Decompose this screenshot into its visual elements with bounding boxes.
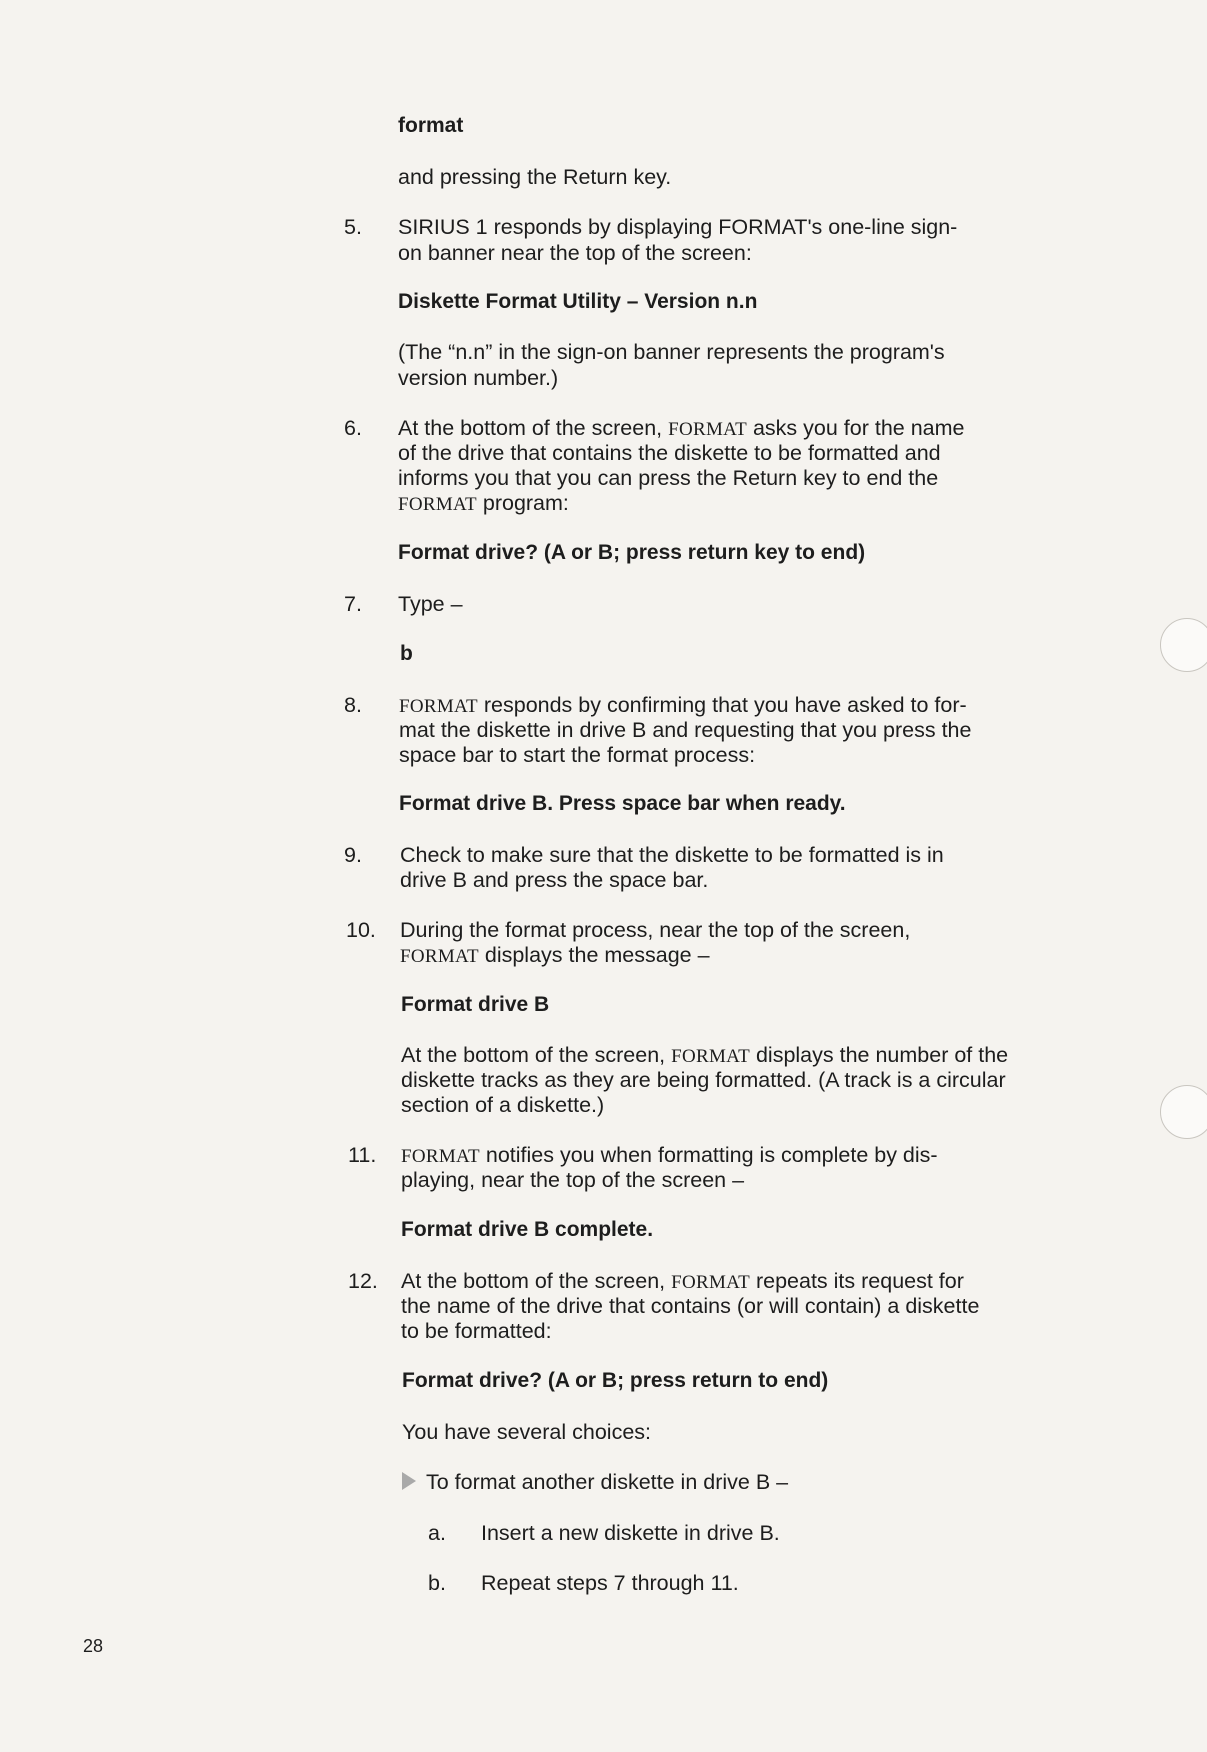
step-text: space bar to start the format process: <box>399 743 756 767</box>
step-number: 10. <box>346 918 376 942</box>
step-text: of the drive that contains the diskette to be formatted and <box>398 441 941 465</box>
step-number: 6. <box>344 416 362 440</box>
message-format-b-ready: Format drive B. Press space bar when ready. <box>399 792 846 815</box>
page-number: 28 <box>83 1636 104 1656</box>
choice-letter: b. <box>428 1571 446 1595</box>
step-text: At the bottom of the screen, FORMAT repeats its request for <box>401 1269 964 1293</box>
intro-line: and pressing the Return key. <box>398 165 672 189</box>
tracks-text: section of a diskette.) <box>401 1093 605 1117</box>
step-number: 7. <box>344 592 362 616</box>
step-text: informs you that you can press the Return key to end the <box>398 466 939 490</box>
banner-note: version number.) <box>398 366 559 390</box>
step-text: During the format process, near the top of the screen, <box>400 918 911 942</box>
message-format-prompt-2: Format drive? (A or B; press return to end) <box>402 1369 829 1392</box>
choice-letter: a. <box>428 1521 446 1545</box>
message-banner: Diskette Format Utility – Version n.n <box>398 290 758 313</box>
step-text: mat the diskette in drive B and requesting that you press the <box>399 718 972 742</box>
choices-intro: You have several choices: <box>402 1420 652 1444</box>
step-text: At the bottom of the screen, FORMAT asks you for the name <box>398 416 965 440</box>
step-text: Check to make sure that the diskette to be formatted is in <box>400 843 944 867</box>
command-b: b <box>400 642 413 665</box>
tracks-text: diskette tracks as they are being formatted. (A track is a circular <box>401 1068 1006 1092</box>
step-number: 8. <box>344 693 362 717</box>
message-format-prompt: Format drive? (A or B; press return key to end) <box>398 541 866 564</box>
step-number: 12. <box>348 1269 378 1293</box>
step-text: FORMAT responds by confirming that you have asked to for- <box>399 693 967 717</box>
message-format-b: Format drive B <box>401 993 550 1016</box>
step-text: FORMAT displays the message – <box>400 943 710 967</box>
choice-item: Repeat steps 7 through 11. <box>481 1571 739 1595</box>
step-text: on banner near the top of the screen: <box>398 241 752 265</box>
step-number: 9. <box>344 843 362 867</box>
step-text: drive B and press the space bar. <box>400 868 709 892</box>
step-text: SIRIUS 1 responds by displaying FORMAT's one-line sign- <box>398 215 958 239</box>
tracks-text: At the bottom of the screen, FORMAT displays the number of the <box>401 1043 1009 1067</box>
command-format: format <box>398 114 464 137</box>
step-number: 5. <box>344 215 362 239</box>
bullet-arrow-icon <box>402 1472 416 1490</box>
step-text: playing, near the top of the screen – <box>401 1168 745 1192</box>
binder-hole-bottom <box>1160 1085 1207 1139</box>
step-text: the name of the drive that contains (or will contain) a diskette <box>401 1294 980 1318</box>
choice-item: Insert a new diskette in drive B. <box>481 1521 780 1545</box>
binder-hole-top <box>1160 618 1207 672</box>
banner-note: (The “n.n” in the sign-on banner represents the program's <box>398 340 945 364</box>
choice-bullet: To format another diskette in drive B – <box>426 1470 789 1494</box>
message-format-b-complete: Format drive B complete. <box>401 1218 654 1241</box>
step-number: 11. <box>348 1143 377 1167</box>
step-text: FORMAT program: <box>398 491 569 515</box>
step-text: Type – <box>398 592 463 616</box>
step-text: FORMAT notifies you when formatting is complete by dis- <box>401 1143 938 1167</box>
step-text: to be formatted: <box>401 1319 552 1343</box>
